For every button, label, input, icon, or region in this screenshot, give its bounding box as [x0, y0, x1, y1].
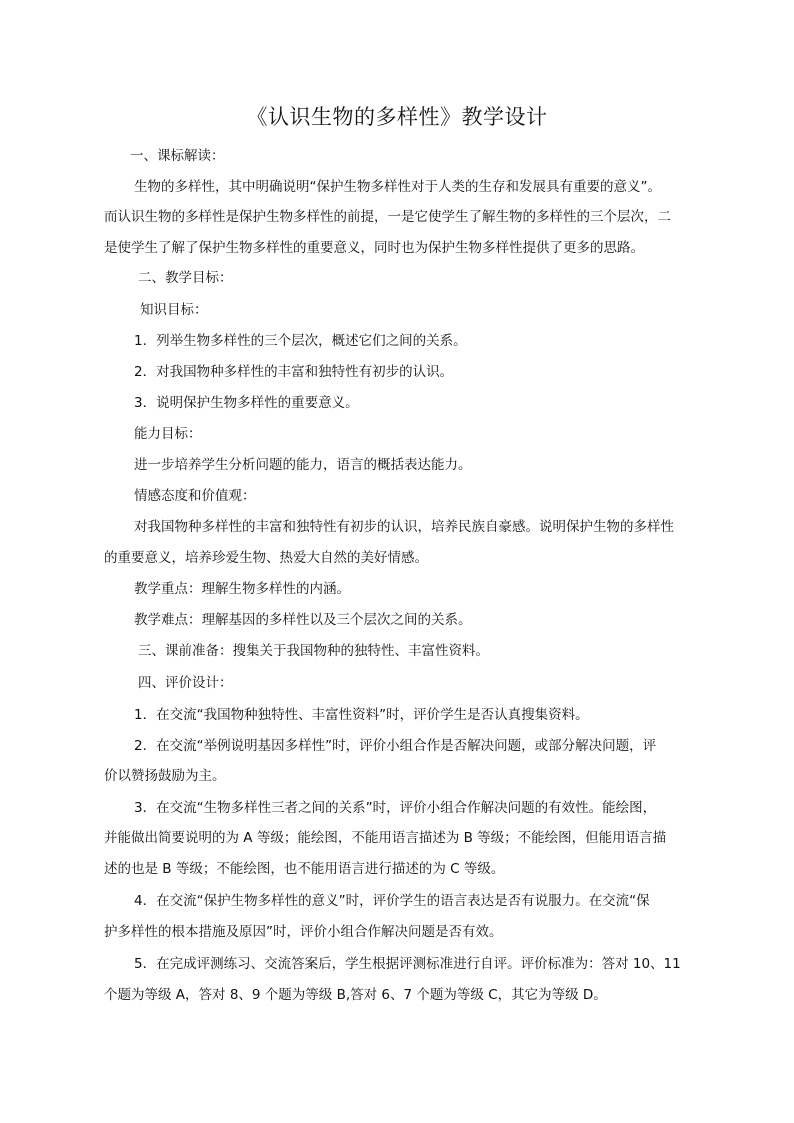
list-item: 1．在交流“我国物种独特性、丰富性资料”时，评价学生是否认真搜集资料。	[134, 707, 589, 723]
paragraph-line: 护多样性的根本措施及原因”时，评价小组合作解决问题是否有效。	[104, 924, 503, 940]
paragraph-line: 价以赞扬鼓励为主。	[104, 768, 226, 784]
section-heading-standards: 一、课标解读：	[130, 148, 225, 164]
paragraph-line: 述的也是 B 等级；不能绘图，也不能用语言进行描述的为 C 等级。	[104, 861, 505, 877]
subheading-attitude: 情感态度和价值观：	[134, 488, 256, 504]
section-heading-evaluation: 四、评价设计：	[138, 675, 233, 691]
list-item: 2．对我国物种多样性的丰富和独特性有初步的认识。	[134, 364, 454, 380]
list-item: 2．在交流“举例说明基因多样性”时，评价小组合作是否解决问题，或部分解决问题，评	[134, 738, 657, 754]
subheading-ability: 能力目标：	[134, 426, 202, 442]
list-item: 3．在交流“生物多样性三者之间的关系”时，评价小组合作解决问题的有效性。能绘图，	[134, 800, 657, 816]
paragraph-line: 并能做出简要说明的为 A 等级；能绘图，不能用语言描述为 B 等级；不能绘图，但能用语言描	[104, 830, 667, 846]
list-item: 1．列举生物多样性的三个层次，概述它们之间的关系。	[134, 333, 467, 349]
subheading-knowledge: 知识目标：	[140, 302, 208, 318]
paragraph-line: 是使学生了解了保护生物多样性的重要意义，同时也为保护生物多样性提供了更多的思路。	[104, 240, 644, 256]
list-item: 5．在完成评测练习、交流答案后，学生根据评测标准进行自评。评价标准为：答对 10、11	[134, 956, 681, 972]
list-item: 4．在交流“保护生物多样性的意义”时，评价学生的语言表达是否有说服力。在交流“保	[134, 893, 650, 909]
list-item: 3．说明保护生物多样性的重要意义。	[134, 395, 359, 411]
paragraph-line: 的重要意义，培养珍爱生物、热爱大自然的美好情感。	[104, 550, 428, 566]
section-heading-objectives: 二、教学目标：	[138, 270, 233, 286]
document-title: 《认识生物的多样性》教学设计	[246, 105, 548, 129]
paragraph-line: 对我国物种多样性的丰富和独特性有初步的认识，培养民族自豪感。说明保护生物的多样性	[134, 519, 674, 535]
section-heading-preparation: 三、课前准备：搜集关于我国物种的独特性、丰富性资料。	[138, 643, 489, 659]
paragraph-line: 个题为等级 A，答对 8、9 个题为等级 B,答对 6、7 个题为等级 C，其它为等级 D。	[104, 987, 607, 1003]
paragraph-line: 而认识生物的多样性是保护生物多样性的前提，一是它使学生了解生物的多样性的三个层次，二	[104, 209, 671, 225]
paragraph-line: 生物的多样性，其中明确说明“保护生物多样性对于人类的生存和发展具有重要的意义”。	[134, 179, 661, 195]
key-point: 教学重点：理解生物多样性的内涵。	[134, 581, 350, 597]
difficult-point: 教学难点：理解基因的多样性以及三个层次之间的关系。	[134, 612, 472, 628]
paragraph-line: 进一步培养学生分析问题的能力，语言的概括表达能力。	[134, 457, 472, 473]
